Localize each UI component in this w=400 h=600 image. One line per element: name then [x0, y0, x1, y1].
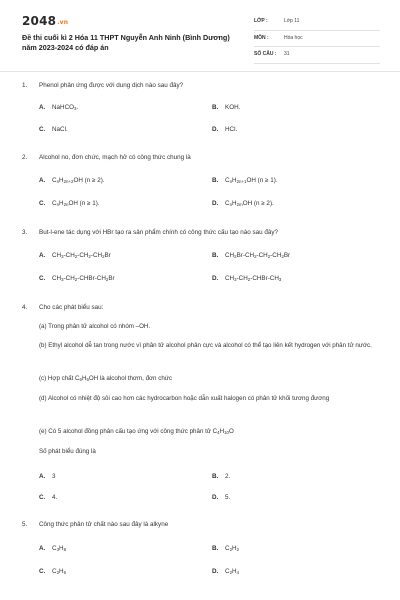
option-letter: A.: [39, 104, 46, 111]
option-d[interactable]: [212, 568, 239, 575]
document-title: Đề thi cuối kì 2 Hóa 11 THPT Nguyễn Anh Ninh (Bình Dương) năm 2023-2024 có đáp án: [22, 33, 230, 52]
option-text: NaHCO$_3$.: [52, 104, 79, 111]
question-number: 2.: [22, 154, 28, 161]
option-text: 2.: [225, 473, 231, 480]
meta-row-class: [254, 14, 380, 31]
option-c[interactable]: [39, 275, 115, 282]
option-text: $CH_3-CH_2-CHBr-CH_2Br$: [52, 275, 115, 282]
option-text: $C_2H_6$: [52, 568, 67, 575]
option-text: $CH_3-CH_2-CHBr-CH_3$: [225, 275, 282, 282]
option-c[interactable]: [39, 568, 66, 575]
meta-label: MÔN :: [254, 34, 269, 41]
meta-row-count: [254, 47, 380, 64]
option-letter: B.: [212, 545, 219, 552]
option-d[interactable]: [212, 494, 230, 501]
option-b[interactable]: [212, 473, 230, 480]
question-3: [22, 229, 392, 282]
option-letter: C.: [39, 200, 46, 207]
statement-prompt: Số phát biểu đúng là: [39, 448, 96, 455]
option-text: $C_3H_8$: [52, 545, 67, 552]
meta-value: 31: [284, 51, 290, 57]
question-head: [22, 304, 392, 316]
option-text: KOH.: [225, 104, 241, 111]
option-text: 5.: [225, 494, 231, 501]
question-head: [22, 154, 392, 166]
question-text: But-l-ene tác dụng với HBr tạo ra sản phẩm chính có công thức cấu tạo nào sau đây?: [39, 229, 279, 236]
logo-text[interactable]: 2048: [22, 14, 57, 28]
statement-e: (e) Có 5 alcohol đồng phân cấu tạo ứng với công thức phân tử $C_4H_{10}O$: [39, 428, 234, 435]
question-head: [22, 521, 392, 533]
logo-suffix[interactable]: .vn: [57, 19, 69, 26]
option-c[interactable]: [39, 494, 57, 501]
option-b[interactable]: [212, 104, 240, 111]
meta-value: Lớp 11: [284, 18, 300, 24]
statement-a: (a) Trong phân tử alcohol có nhóm –OH.: [39, 323, 151, 330]
option-b[interactable]: [212, 252, 290, 259]
question-number: 5.: [22, 521, 28, 528]
statement-c: (c) Hợp chất $C_6H_5OH$ là alcohol thơm, đơn chức: [39, 375, 172, 382]
option-a[interactable]: [39, 545, 66, 552]
option-text: $C_nH_{2m}OH$ (n ≥ 2).: [225, 200, 274, 207]
option-c[interactable]: [39, 126, 68, 133]
option-a[interactable]: [39, 252, 111, 259]
question-head: [22, 82, 392, 94]
option-letter: C.: [39, 568, 46, 575]
option-d[interactable]: [212, 126, 237, 133]
question-text: Alcohol no, đơn chức, mạch hở có công thức chung là: [39, 154, 191, 161]
meta-value: Hóa học: [284, 34, 303, 41]
option-letter: A.: [39, 177, 46, 184]
option-letter: D.: [212, 126, 219, 133]
option-letter: D.: [212, 275, 219, 282]
option-text: $CH_2Br-CH_2-CH_2-CH_2Br$: [225, 252, 291, 259]
option-letter: B.: [212, 104, 219, 111]
statement-d: (d) Alcohol có nhiệt độ sôi cao hơn các hydrocarbon hoặc dẫn xuất halogen có phân tử khối tương đương: [39, 395, 330, 402]
option-a[interactable]: [39, 104, 78, 111]
site-logo[interactable]: [22, 14, 68, 28]
question-number: 1.: [22, 82, 28, 89]
option-text: $C_nH_{2n+1}OH$ (n ≥ 1).: [225, 177, 278, 184]
question-number: 3.: [22, 229, 28, 236]
option-text: 4.: [52, 494, 58, 501]
option-letter: D.: [212, 200, 219, 207]
meta-label: SỐ CÂU :: [254, 51, 277, 57]
question-5: [22, 521, 392, 575]
option-letter: C.: [39, 275, 46, 282]
option-letter: A.: [39, 473, 46, 480]
question-2: [22, 154, 392, 207]
exam-meta: [254, 14, 380, 64]
option-letter: B.: [212, 473, 219, 480]
option-letter: D.: [212, 568, 219, 575]
option-a[interactable]: [39, 177, 105, 184]
option-d[interactable]: [212, 275, 281, 282]
option-b[interactable]: [212, 177, 278, 184]
option-letter: C.: [39, 126, 46, 133]
question-head: [22, 229, 392, 241]
header-divider: [0, 71, 400, 72]
page-header: [22, 14, 380, 62]
option-letter: C.: [39, 494, 46, 501]
option-letter: B.: [212, 252, 219, 259]
question-number: 4.: [22, 304, 28, 311]
question-text: Phenol phản ứng được với dung dịch nào sau đây?: [39, 82, 184, 89]
statement-b: (b) Ethyl alcohol dễ tan trong nước vì phân tử alcohol phân cực và alcohol có thể tạo liên kết hydrogen với phân tử nước.: [39, 342, 372, 349]
question-text: Cho các phát biểu sau:: [39, 304, 104, 311]
option-text: $C_nH_{2n+2}OH$ (n ≥ 2).: [52, 177, 105, 184]
option-letter: B.: [212, 177, 219, 184]
option-text: $C_2H_2$: [225, 545, 240, 552]
option-text: $CH_3-CH_2-CH_2-CH_2Br$: [52, 252, 111, 259]
meta-label: LỚP :: [254, 18, 268, 24]
option-text: 3: [52, 473, 56, 480]
option-a[interactable]: [39, 473, 56, 480]
option-text: HCl.: [225, 126, 238, 133]
option-b[interactable]: [212, 545, 239, 552]
question-text: Công thức phân tử chất nào sau đây là alkyne: [39, 521, 169, 528]
option-text: $C_nH_{2n}OH$ (n ≥ 1).: [52, 200, 100, 207]
option-letter: A.: [39, 252, 46, 259]
meta-row-subject: [254, 31, 380, 48]
option-c[interactable]: [39, 200, 100, 207]
question-1: [22, 82, 392, 133]
option-d[interactable]: [212, 200, 274, 207]
option-text: NaCl.: [52, 126, 68, 133]
question-4: [22, 304, 392, 501]
option-letter: D.: [212, 494, 219, 501]
option-letter: A.: [39, 545, 46, 552]
option-text: $C_2H_4$: [225, 568, 240, 575]
